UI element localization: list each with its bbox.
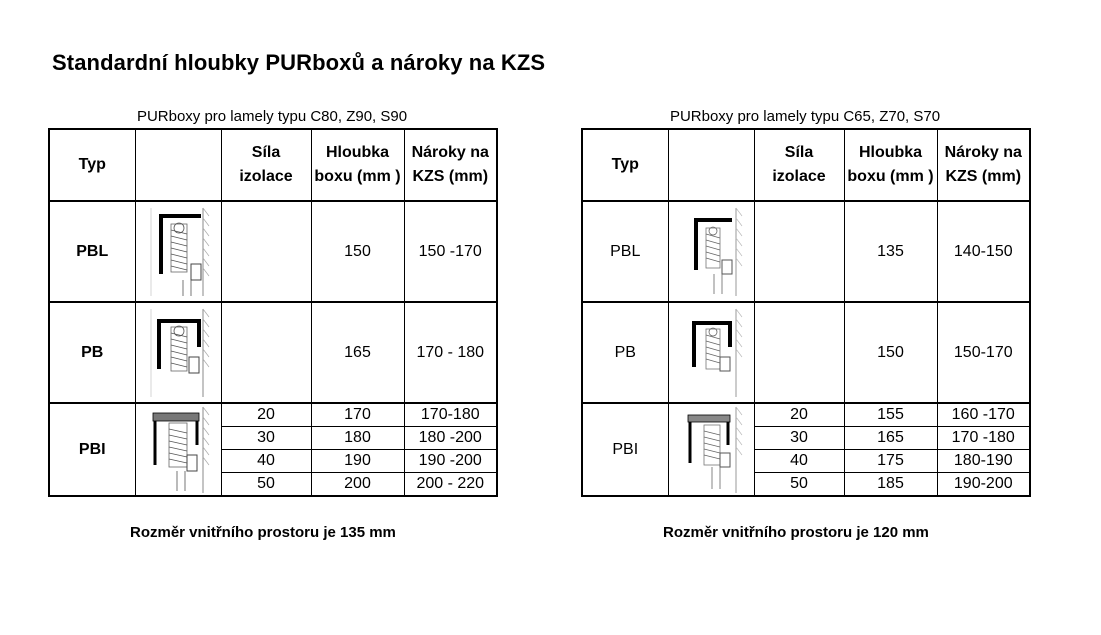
header-naroky: Nároky na KZS (mm)	[937, 129, 1030, 201]
cell-sila: 40	[221, 450, 311, 473]
cell-naroky: 140-150	[937, 201, 1030, 302]
header-row	[582, 129, 1030, 201]
cell-sila: 40	[754, 450, 844, 473]
header-hloubka: Hloubka boxu (mm )	[311, 129, 404, 201]
table-row-pbl	[49, 201, 497, 302]
header-row	[49, 129, 497, 201]
right-footnote: Rozměr vnitřního prostoru je 120 mm	[663, 524, 929, 541]
cell-hloubka: 135	[844, 201, 937, 302]
table-row-pbi	[582, 403, 1030, 427]
left-panel	[48, 106, 496, 497]
pbl-box-drawing	[676, 204, 746, 299]
cell-naroky: 180 -200	[404, 427, 497, 450]
cell-typ: PB	[582, 302, 668, 403]
table-row-pbi	[49, 403, 497, 427]
cell-hloubka: 150	[844, 302, 937, 403]
pbi-box-drawing	[143, 405, 213, 495]
header-sila: Síla izolace	[221, 129, 311, 201]
right-table-caption: PURboxy pro lamely typu C65, Z70, S70	[669, 108, 941, 125]
cell-sila	[754, 302, 844, 403]
pbi-box-drawing	[676, 405, 746, 495]
header-sila: Síla izolace	[754, 129, 844, 201]
cell-hloubka: 185	[844, 473, 937, 497]
cell-naroky: 170 - 180	[404, 302, 497, 403]
pb-box-drawing	[143, 305, 213, 400]
cell-drawing	[135, 302, 221, 403]
cell-hloubka: 165	[311, 302, 404, 403]
cell-sila: 20	[754, 403, 844, 427]
table-row-pb	[49, 302, 497, 403]
cell-sila: 30	[754, 427, 844, 450]
cell-typ: PBI	[582, 403, 668, 496]
header-drawing	[668, 129, 754, 201]
cell-sila	[754, 201, 844, 302]
cell-sila	[221, 302, 311, 403]
cell-sila: 20	[221, 403, 311, 427]
cell-typ: PBL	[582, 201, 668, 302]
header-naroky: Nároky na KZS (mm)	[404, 129, 497, 201]
cell-naroky: 160 -170	[937, 403, 1030, 427]
cell-naroky: 200 - 220	[404, 473, 497, 497]
cell-naroky: 190 -200	[404, 450, 497, 473]
cell-naroky: 170-180	[404, 403, 497, 427]
cell-drawing	[668, 302, 754, 403]
pbl-box-drawing	[143, 204, 213, 299]
table-row-pbl	[582, 201, 1030, 302]
cell-hloubka: 165	[844, 427, 937, 450]
header-hloubka: Hloubka boxu (mm )	[844, 129, 937, 201]
cell-hloubka: 200	[311, 473, 404, 497]
right-panel	[581, 106, 1029, 497]
page-title: Standardní hloubky PURboxů a nároky na KZS	[52, 50, 546, 75]
header-typ: Typ	[582, 129, 668, 201]
cell-naroky: 190-200	[937, 473, 1030, 497]
cell-hloubka: 155	[844, 403, 937, 427]
cell-naroky: 150-170	[937, 302, 1030, 403]
cell-hloubka: 170	[311, 403, 404, 427]
cell-drawing	[668, 201, 754, 302]
cell-hloubka: 190	[311, 450, 404, 473]
cell-sila	[221, 201, 311, 302]
cell-naroky: 150 -170	[404, 201, 497, 302]
header-typ: Typ	[49, 129, 135, 201]
cell-sila: 30	[221, 427, 311, 450]
cell-naroky: 180-190	[937, 450, 1030, 473]
cell-hloubka: 180	[311, 427, 404, 450]
left-footnote: Rozměr vnitřního prostoru je 135 mm	[130, 524, 396, 541]
cell-typ: PB	[49, 302, 135, 403]
header-drawing	[135, 129, 221, 201]
cell-naroky: 170 -180	[937, 427, 1030, 450]
cell-sila: 50	[221, 473, 311, 497]
cell-typ: PBI	[49, 403, 135, 496]
table-row-pb	[582, 302, 1030, 403]
left-table-caption: PURboxy pro lamely typu C80, Z90, S90	[136, 108, 408, 125]
pb-box-drawing	[676, 305, 746, 400]
cell-typ: PBL	[49, 201, 135, 302]
left-spec-table	[48, 128, 498, 497]
cell-hloubka: 150	[311, 201, 404, 302]
cell-sila: 50	[754, 473, 844, 497]
cell-drawing	[668, 403, 754, 496]
cell-drawing	[135, 201, 221, 302]
cell-drawing	[135, 403, 221, 496]
right-spec-table	[581, 128, 1031, 497]
cell-hloubka: 175	[844, 450, 937, 473]
